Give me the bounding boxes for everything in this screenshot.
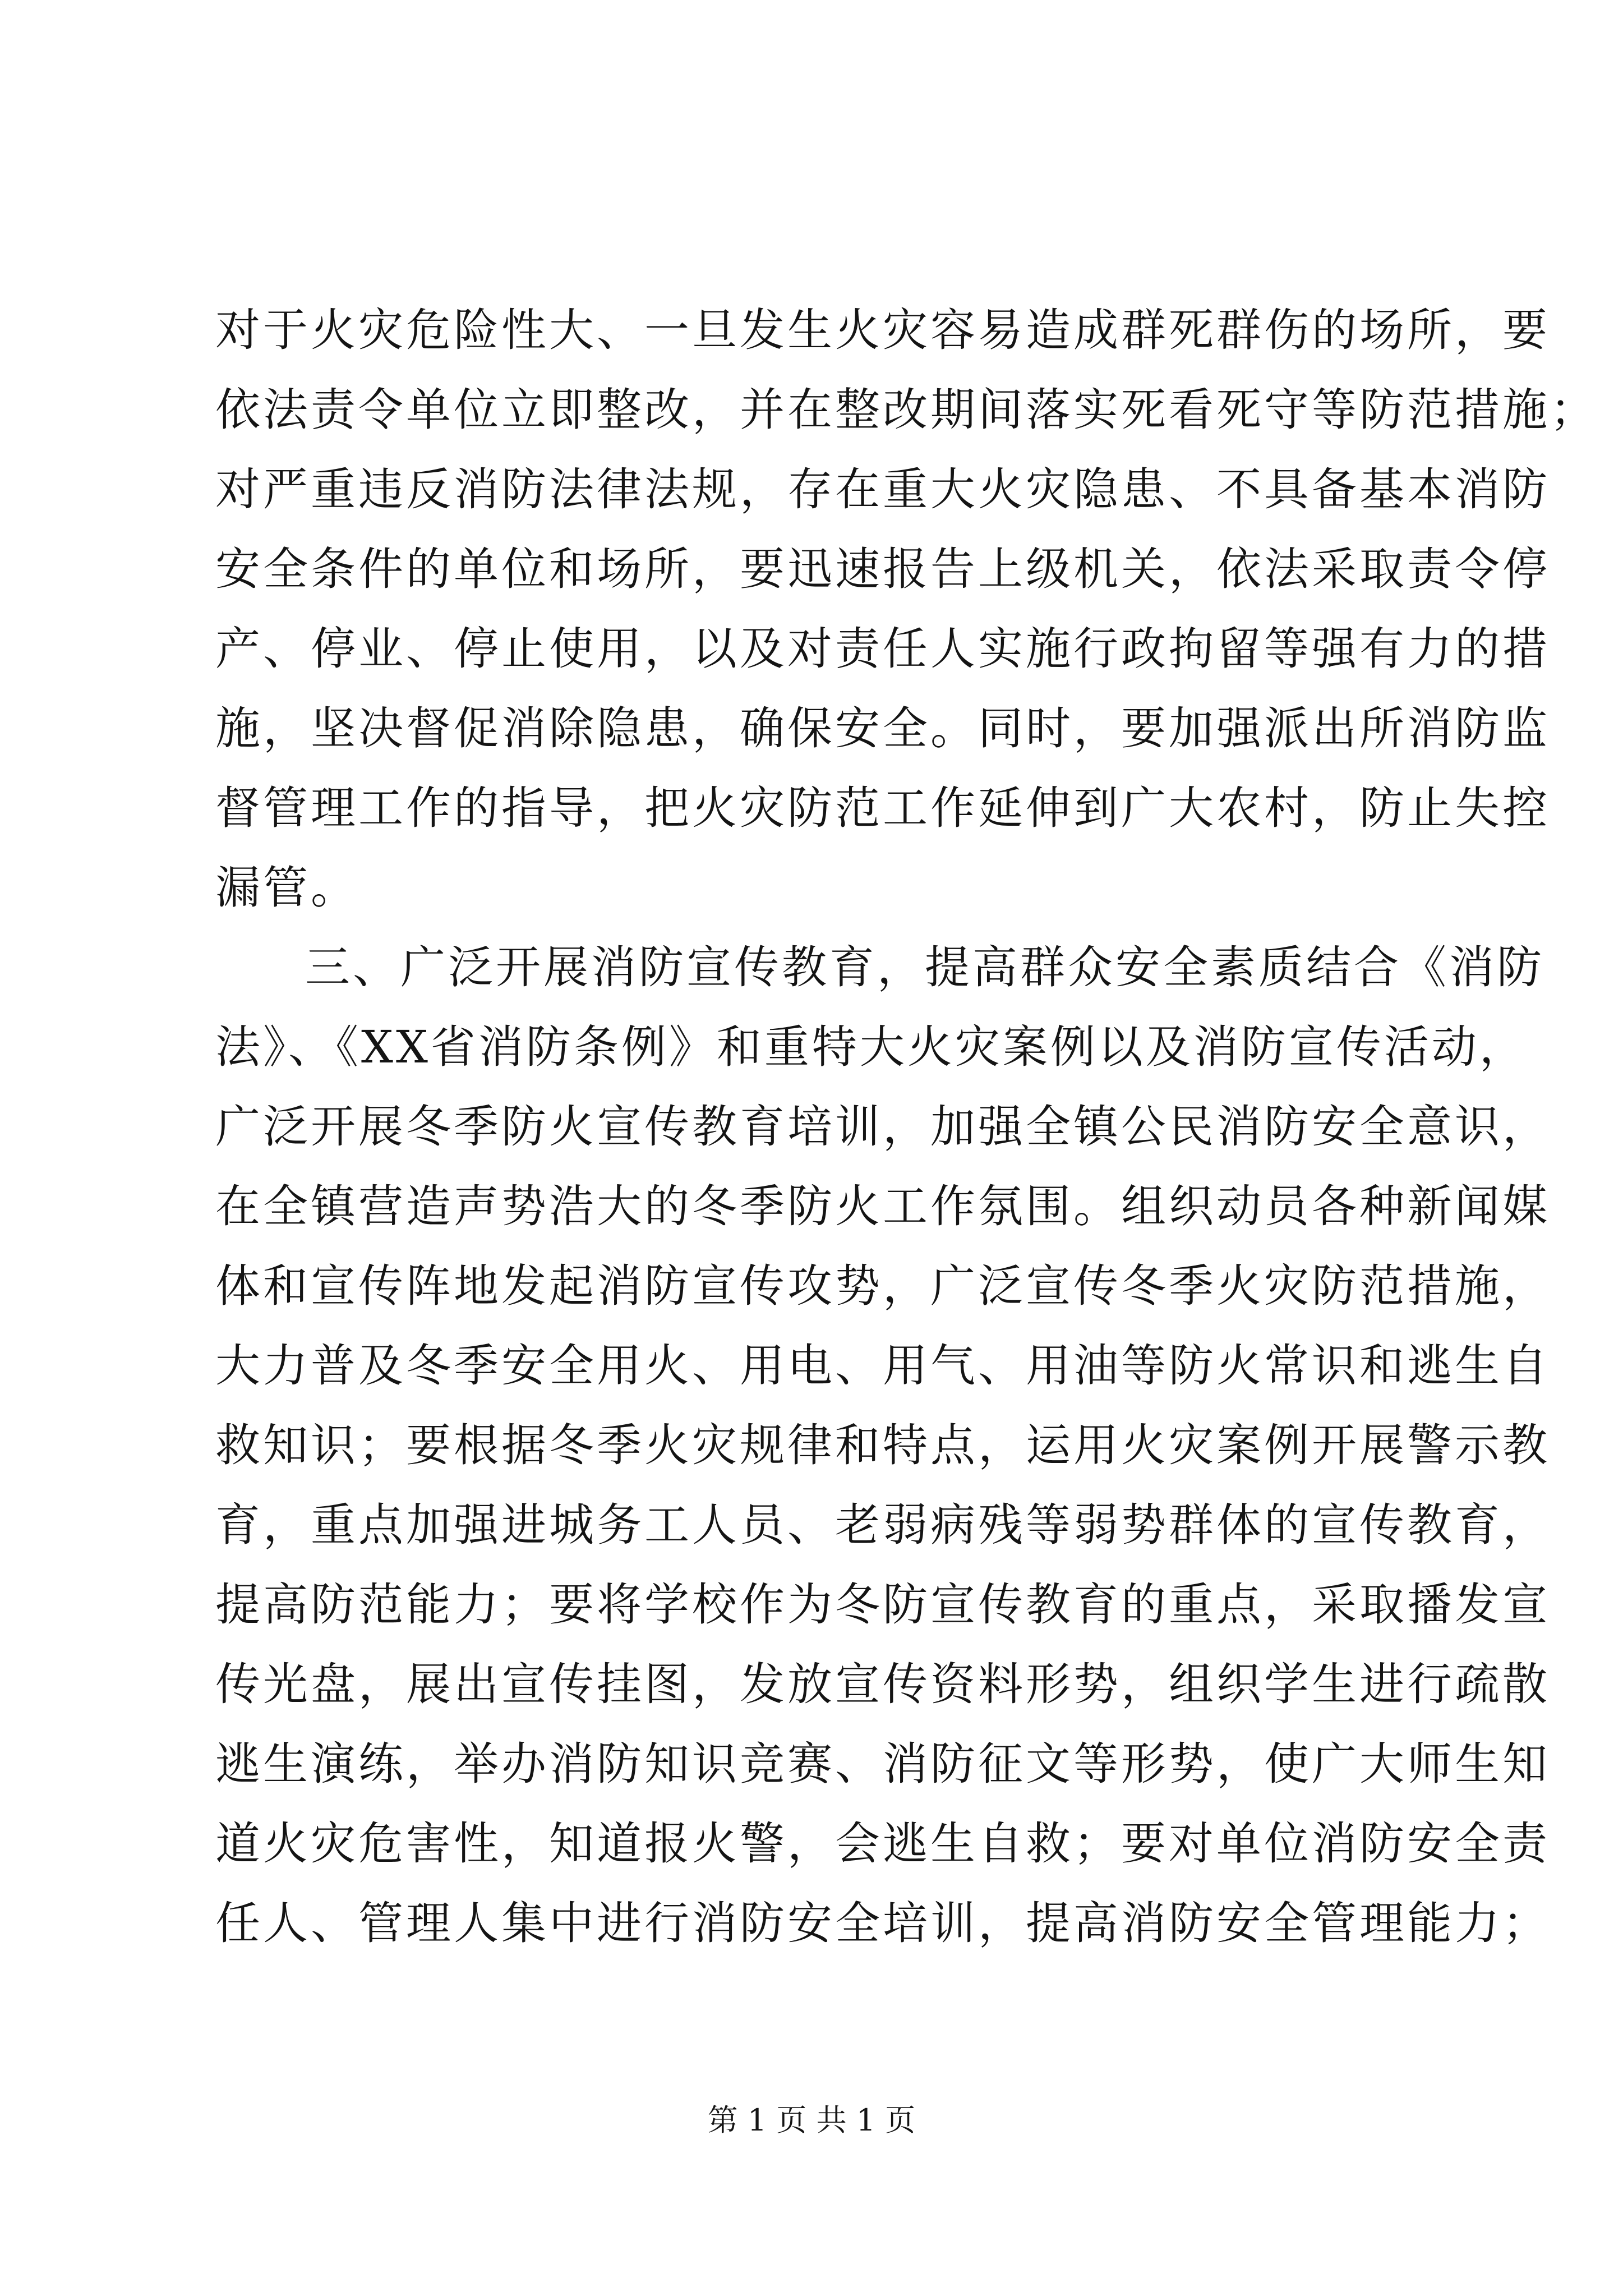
text-line: 救知识；要根据冬季火灾规律和特点，运用火灾案例开展警示教 — [215, 1419, 1550, 1471]
text-line: 道火灾危害性，知道报火警，会逃生自救；要对单位消防安全责 — [215, 1818, 1550, 1870]
text-line: 对严重违反消防法律法规，存在重大火灾隐患、不具备基本消防 — [215, 463, 1550, 516]
page-footer — [0, 2101, 1623, 2140]
document-body — [215, 291, 1598, 1963]
text-line: 对于火灾危险性大、一旦发生火灾容易造成群死群伤的场所，要 — [215, 304, 1550, 356]
text-line: 漏管。 — [215, 862, 358, 914]
text-line: 大力普及冬季安全用火、用电、用气、用油等防火常识和逃生自 — [215, 1340, 1550, 1392]
text-line: 产、停业、停止使用，以及对责任人实施行政拘留等强有力的措 — [215, 623, 1550, 675]
text-line: 育，重点加强进城务工人员、老弱病残等弱势群体的宣传教育， — [215, 1499, 1550, 1551]
page-number-label: 第 1 页 共 1 页 — [707, 2102, 916, 2138]
text-line: 安全条件的单位和场所，要迅速报告上级机关，依法采取责令停 — [215, 543, 1550, 595]
text-line: 施，坚决督促消除隐患，确保安全。同时，要加强派出所消防监 — [215, 702, 1550, 754]
text-line: 法》、《XX省消防条例》和重特大火灾案例以及消防宣传活动， — [215, 1021, 1527, 1073]
text-line: 任人、管理人集中进行消防安全培训，提高消防安全管理能力； — [215, 1897, 1550, 1949]
text-line: 逃生演练，举办消防知识竞赛、消防征文等形势，使广大师生知 — [215, 1738, 1550, 1790]
text-line: 传光盘，展出宣传挂图，发放宣传资料形势，组织学生进行疏散 — [215, 1658, 1550, 1710]
paragraph-fire-education — [215, 928, 1550, 1963]
text-line: 在全镇营造声势浩大的冬季防火工作氛围。组织动员各种新闻媒 — [215, 1180, 1550, 1232]
text-line: 依法责令单位立即整改，并在整改期间落实死看死守等防范措施； — [215, 384, 1598, 436]
text-line: 三、广泛开展消防宣传教育，提高群众安全素质结合《消防 — [305, 941, 1544, 993]
text-line: 提高防范能力；要将学校作为冬防宣传教育的重点，采取播发宣 — [215, 1579, 1550, 1631]
text-line: 广泛开展冬季防火宣传教育培训，加强全镇公民消防安全意识， — [215, 1101, 1550, 1153]
paragraph-enforcement — [215, 291, 1598, 928]
text-line: 督管理工作的指导，把火灾防范工作延伸到广大农村，防止失控 — [215, 782, 1550, 834]
text-line: 体和宣传阵地发起消防宣传攻势，广泛宣传冬季火灾防范措施， — [215, 1260, 1550, 1312]
